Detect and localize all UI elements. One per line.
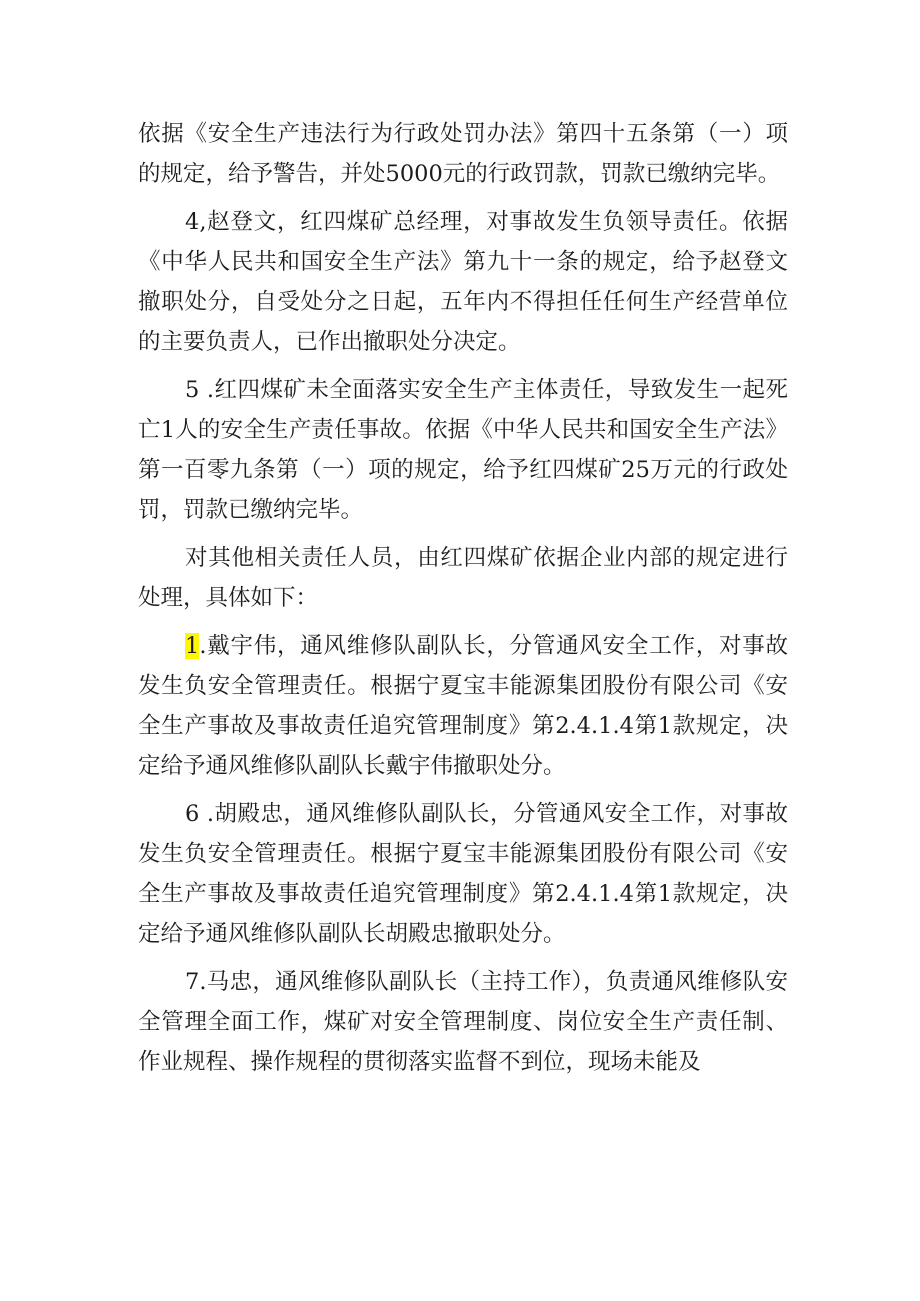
- paragraph-other-personnel: 对其他相关责任人员，由红四煤矿依据企业内部的规定进行处理，具体如下：: [138, 545, 788, 611]
- highlighted-number: 1: [185, 633, 200, 659]
- paragraph-item-1-text: .戴宇伟，通风维修队副队长，分管通风安全工作，对事故发生负安全管理责任。根据宁夏宝丰能源集团股份有限公司《安全生产事故及事故责任追究管理制度》第2.4.1.4第1款规定，决定给予通风维修队副队长戴宇伟撤职处分。: [138, 633, 788, 779]
- paragraph-item-7: 7.马忠，通风维修队副队长（主持工作），负责通风维修队安全管理全面工作，煤矿对安全管理制度、岗位安全生产责任制、作业规程、操作规程的贯彻落实监督不到位，现场未能及: [138, 969, 788, 1075]
- document-body: [138, 114, 788, 1090]
- paragraph-item-6: 6 .胡殿忠，通风维修队副队长，分管通风安全工作，对事故发生负安全管理责任。根据宁夏宝丰能源集团股份有限公司《安全生产事故及事故责任追究管理制度》第2.4.1.4第1款规定，决定给予通风维修队副队长胡殿忠撤职处分。: [138, 801, 788, 947]
- paragraph-item-1: [138, 626, 788, 786]
- paragraph-penalty-basis: 依据《安全生产违法行为行政处罚办法》第四十五条第（一）项的规定，给予警告，并处5000元的行政罚款，罚款已缴纳完毕。: [138, 121, 788, 187]
- paragraph-item-4: 4,赵登文，红四煤矿总经理，对事故发生负领导责任。依据《中华人民共和国安全生产法》第九十一条的规定，给予赵登文撤职处分，自受处分之日起，五年内不得担任任何生产经营单位的主要负责人，已作出撤职处分决定。: [138, 209, 788, 355]
- paragraph-item-5: 5 .红四煤矿未全面落实安全生产主体责任，导致发生一起死亡1人的安全生产责任事故。依据《中华人民共和国安全生产法》第一百零九条第（一）项的规定，给予红四煤矿25万元的行政处罚，罚款已缴纳完毕。: [138, 377, 788, 523]
